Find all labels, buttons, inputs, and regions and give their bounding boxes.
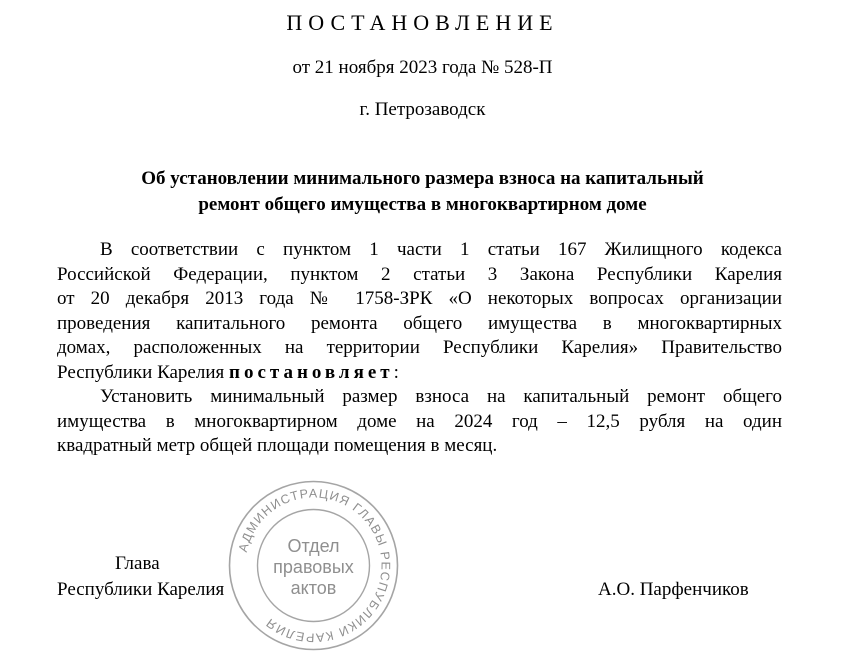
heading-line: Об установлении минимального размера взноса на капитальный [141, 168, 704, 189]
document-title: ПОСТАНОВЛЕНИЕ [286, 10, 559, 35]
stamp-outer-text: АДМИНИСТРАЦИЯ ГЛАВЫ РЕСПУБЛИКИ КАРЕЛИЯ [235, 486, 393, 645]
paragraph-line [57, 361, 782, 386]
document-date: от 21 ноября 2023 года № 528-П [292, 57, 553, 78]
paragraph-line: Российской Федерации, пунктом 2 статьи 3 Закона Республики Карелия [57, 263, 782, 285]
document-heading [0, 166, 845, 218]
document-city: г. Петрозаводск [359, 99, 486, 120]
signature-name: А.О. Парфенчиков [598, 579, 749, 600]
paragraph-line: Установить минимальный размер взноса на капитальный ремонт общего [100, 386, 782, 407]
signature-title: Глава [115, 553, 160, 574]
resolves-word: постановляет [229, 361, 394, 383]
paragraph-preamble [57, 238, 782, 385]
paragraph-line: проведения капитального ремонта общего имущества в многоквартирных [57, 312, 782, 334]
paragraph-line: квадратный метр общей площади помещения в месяц. [57, 435, 498, 456]
text-fragment: Республики Карелия [57, 361, 229, 383]
paragraph-line: домах, расположенных на территории Республики Карелия» Правительство [57, 337, 782, 358]
paragraph-line: от 20 декабря 2013 года № 1758-ЗРК «О некоторых вопросах организации [57, 288, 782, 309]
paragraph-line: В соответствии с пунктом 1 части 1 статьи 167 Жилищного кодекса [100, 239, 782, 260]
paragraph-resolution [57, 385, 782, 459]
stamp-inner-line: правовых [273, 557, 354, 577]
stamp-inner-line: Отдел [287, 536, 340, 556]
paragraph-line: имущества в многоквартирном доме на 2024 год – 12,5 рубля на один [57, 410, 782, 432]
stamp-seal [226, 478, 401, 653]
text-fragment: : [393, 361, 399, 383]
signature-org: Республики Карелия [57, 579, 225, 600]
heading-line: ремонт общего имущества в многоквартирном доме [198, 194, 647, 215]
stamp-inner-line: актов [290, 578, 337, 598]
